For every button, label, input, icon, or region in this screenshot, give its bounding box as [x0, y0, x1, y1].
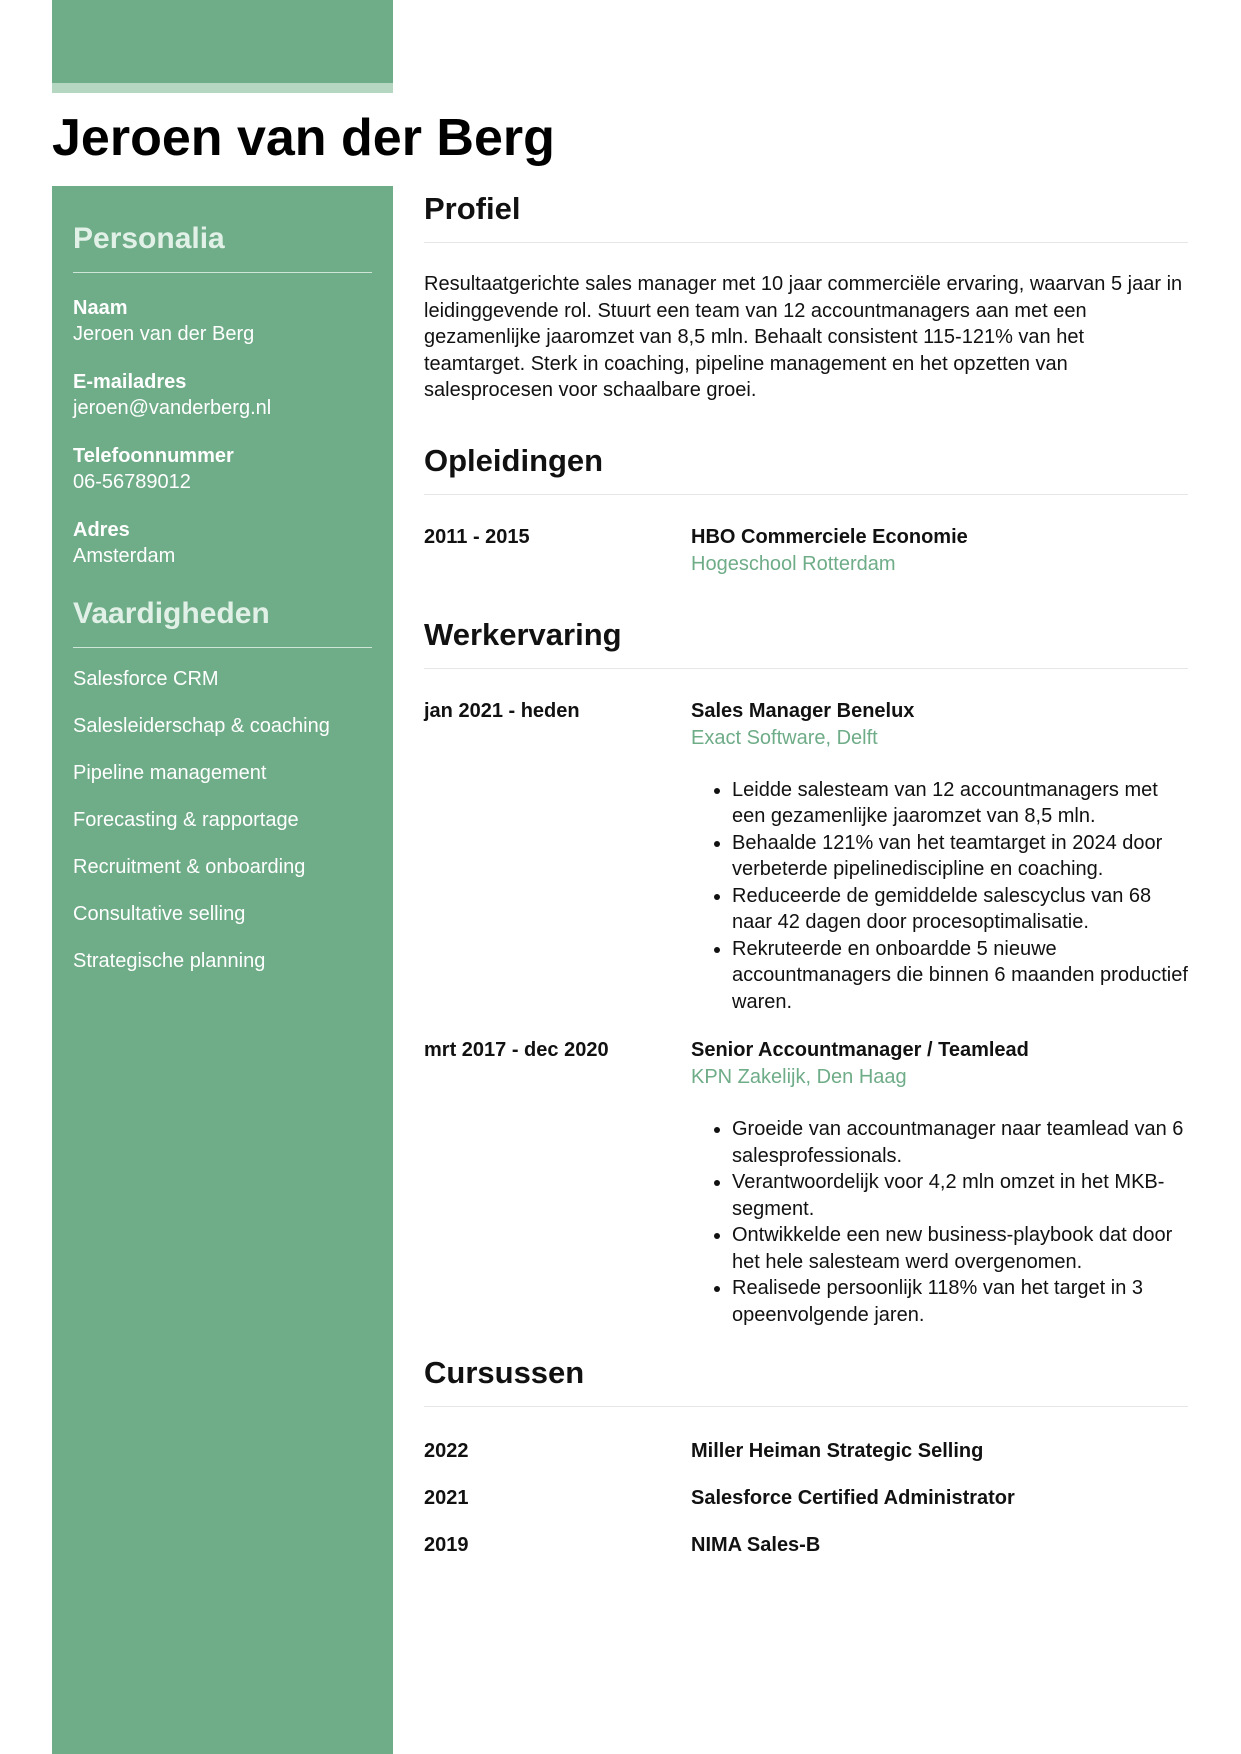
personalia-item-email: [73, 369, 372, 421]
main-content: [424, 186, 1188, 1579]
entry-date: mrt 2017 - dec 2020: [424, 1039, 609, 1061]
courses-section: [424, 1350, 1188, 1559]
entry-title: Senior Accountmanager / Teamlead: [691, 1039, 1029, 1061]
profile-text: Resultaatgerichte sales manager met 10 jaar commerciële ervaring, waarvan 5 jaar in leidinggevende rol. Stuurt een team van 12 accountmanagers aan met een gezamenlijke jaaromzet van 8,5 mln. Behaalt consistent 115-121% van het teamtarget. Sterk in coaching, pipeline management en het opzetten van salesprocesen voor schaalbare groei.: [424, 273, 1183, 401]
entry-date: 2011 - 2015: [424, 525, 530, 548]
course-list: [424, 1438, 1188, 1559]
entry-date: 2022: [424, 1440, 469, 1462]
personalia-value: 06-56789012: [73, 471, 191, 493]
entry-title: NIMA Sales-B: [691, 1534, 821, 1556]
profile-heading: Profiel: [424, 186, 1188, 243]
work-heading: Werkervaring: [424, 612, 1188, 669]
skills-heading: Vaardigheden: [73, 591, 372, 648]
entry-date: jan 2021 - heden: [424, 699, 580, 722]
course-entry: [424, 1485, 1188, 1512]
skill-item: Forecasting & rapportage: [73, 809, 299, 831]
bullet-item: • Ontwikkelde een new business-playbook dat door het hele salesteam werd overgenomen.: [732, 1222, 1188, 1275]
work-section: [424, 612, 1188, 1329]
personalia-item-phone: [73, 443, 372, 495]
skill-item: Strategische planning: [73, 950, 266, 972]
entry-body: [691, 698, 1188, 1016]
bullet-item: • Rekruteerde en onboardde 5 nieuwe accountmanagers die binnen 6 maanden productief waren.: [732, 936, 1188, 1016]
work-list: [424, 698, 1188, 1329]
entry-date: 2019: [424, 1534, 469, 1556]
header-accent-block: [52, 0, 393, 83]
skill-item: Pipeline management: [73, 762, 267, 784]
personalia-list: [73, 295, 372, 569]
course-entry: [424, 1532, 1188, 1559]
entry-body: [691, 524, 1188, 578]
personalia-value: Jeroen van der Berg: [73, 323, 255, 345]
education-entry: [424, 524, 1188, 578]
skill-item: Salesforce CRM: [73, 668, 219, 690]
skills-list: [73, 666, 372, 974]
work-entry: [424, 698, 1188, 1016]
entry-title: HBO Commerciele Economie: [691, 525, 968, 548]
profile-section: [424, 186, 1188, 404]
personalia-label: Telefoonnummer: [73, 445, 234, 467]
entry-subtitle: Exact Software, Delft: [691, 726, 878, 749]
entry-subtitle: KPN Zakelijk, Den Haag: [691, 1066, 907, 1088]
bullet-item: • Verantwoordelijk voor 4,2 mln omzet in het MKB-segment.: [732, 1169, 1188, 1222]
candidate-name: Jeroen van der Berg: [52, 109, 555, 167]
bullet-item: • Realisede persoonlijk 118% van het target in 3 opeenvolgende jaren.: [732, 1275, 1188, 1328]
bullet-item: • Leidde salesteam van 12 accountmanagers met een gezamenlijke jaaromzet van 8,5 mln.: [732, 777, 1188, 830]
sidebar: [52, 186, 393, 1754]
education-section: [424, 438, 1188, 578]
skill-item: Consultative selling: [73, 903, 246, 925]
courses-heading: Cursussen: [424, 1350, 1188, 1407]
skill-item: Salesleiderschap & coaching: [73, 715, 330, 737]
entry-title: Miller Heiman Strategic Selling: [691, 1440, 984, 1462]
personalia-item-name: [73, 295, 372, 347]
skill-item: Recruitment & onboarding: [73, 856, 306, 878]
bullet-item: • Behaalde 121% van het teamtarget in 2024 door verbeterde pipelinediscipline en coaching.: [732, 830, 1188, 883]
personalia-value: jeroen@vanderberg.nl: [73, 397, 272, 419]
entry-title: Sales Manager Benelux: [691, 699, 915, 722]
bullet-list: [691, 1116, 1188, 1328]
personalia-item-address: [73, 517, 372, 569]
header-accent-stripe: [52, 83, 393, 93]
entry-subtitle: Hogeschool Rotterdam: [691, 552, 896, 575]
entry-body: [691, 1037, 1188, 1328]
bullet-item: • Reduceerde de gemiddelde salescyclus van 68 naar 42 dagen door procesoptimalisatie.: [732, 883, 1188, 936]
bullet-list: [691, 777, 1188, 1016]
work-entry: [424, 1037, 1188, 1328]
entry-date: 2021: [424, 1487, 469, 1509]
bullet-item: • Groeide van accountmanager naar teamlead van 6 salesprofessionals.: [732, 1116, 1188, 1169]
personalia-label: Adres: [73, 519, 130, 541]
personalia-label: Naam: [73, 297, 128, 319]
personalia-value: Amsterdam: [73, 545, 176, 567]
personalia-heading: Personalia: [73, 216, 372, 273]
education-heading: Opleidingen: [424, 438, 1188, 495]
entry-title: Salesforce Certified Administrator: [691, 1487, 1015, 1509]
course-entry: [424, 1438, 1188, 1465]
personalia-label: E-mailadres: [73, 371, 187, 393]
